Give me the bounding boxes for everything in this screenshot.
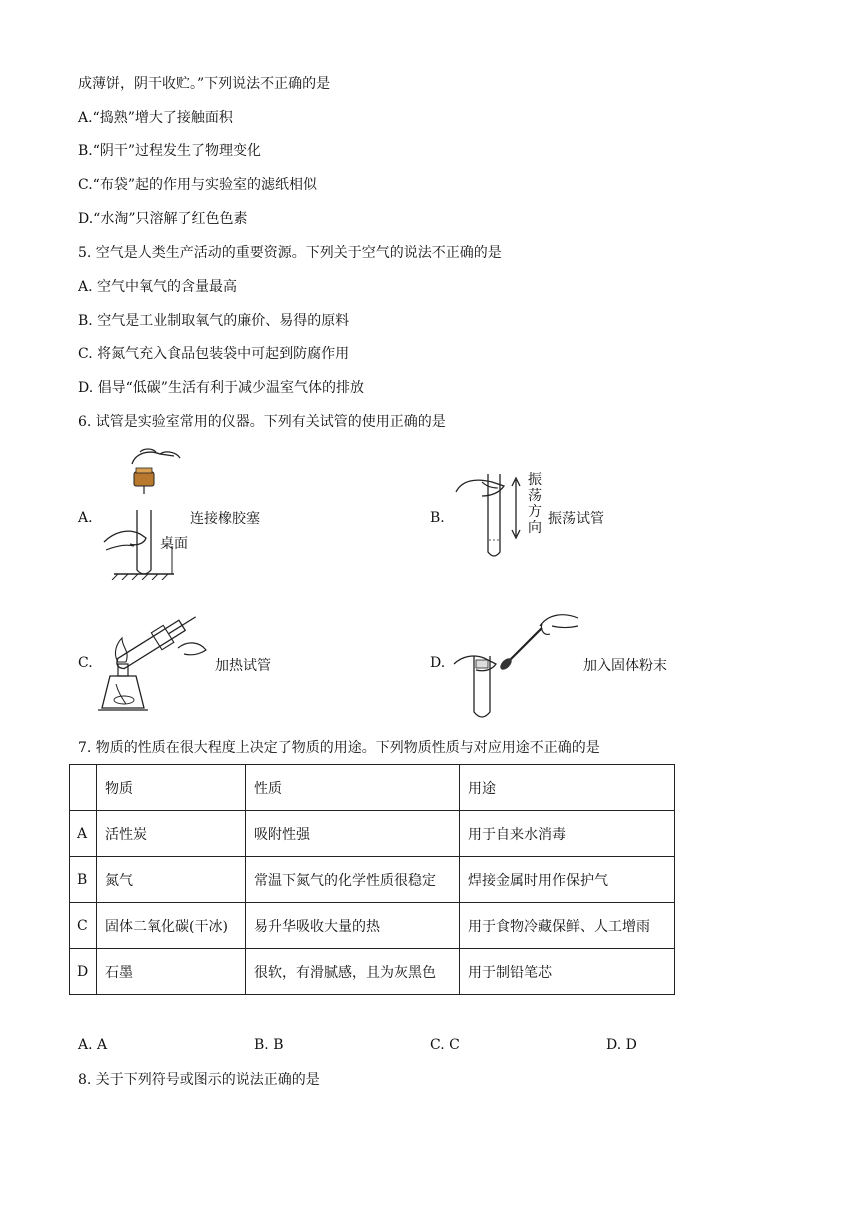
table-row — [70, 949, 675, 995]
table-header-cell: 物质 — [97, 765, 246, 811]
table-cell: C — [70, 903, 97, 949]
table-row — [70, 857, 675, 903]
q5-option-b: B. 空气是工业制取氧气的廉价、易得的原料 — [78, 313, 350, 329]
table-cell: 易升华吸收大量的热 — [246, 903, 460, 949]
table-row — [70, 811, 675, 857]
q6-option-b-caption: 振荡试管 — [548, 511, 604, 527]
heat-tube-figure — [96, 604, 214, 718]
q6-option-c-caption: 加热试管 — [215, 658, 271, 674]
table-cell: 活性炭 — [97, 811, 246, 857]
table-cell: 用于食物冷藏保鲜、人工增雨 — [460, 903, 675, 949]
connect-stopper-figure — [100, 446, 190, 580]
table-cell: 固体二氧化碳(干冰) — [97, 903, 246, 949]
table-cell: 氮气 — [97, 857, 246, 903]
q6-option-a-label: A. — [78, 510, 93, 526]
table-cell: 用于制铅笔芯 — [460, 949, 675, 995]
add-powder-figure — [452, 604, 584, 724]
shake-tube-figure — [452, 470, 522, 562]
q6-option-d-caption: 加入固体粉末 — [583, 658, 667, 674]
shake-direction-label: 振荡方向 — [528, 472, 542, 536]
q5-stem: 5. 空气是人类生产活动的重要资源。下列关于空气的说法不正确的是 — [78, 245, 502, 261]
table-cell: D — [70, 949, 97, 995]
q7-answer-b: B. B — [254, 1037, 284, 1053]
table-header-cell: 性质 — [246, 765, 460, 811]
q5-option-a: A. 空气中氧气的含量最高 — [78, 279, 238, 295]
q6-option-b-label: B. — [430, 510, 445, 526]
table-cell: 用于自来水消毒 — [460, 811, 675, 857]
q4-option-a: A.“捣熟”增大了接触面积 — [78, 110, 233, 126]
q7-stem: 7. 物质的性质在很大程度上决定了物质的用途。下列物质性质与对应用途不正确的是 — [78, 740, 600, 756]
q7-answer-c: C. C — [430, 1037, 460, 1053]
q7-answer-d: D. D — [606, 1037, 637, 1053]
q6-option-a-table-label: 桌面 — [160, 536, 188, 552]
q5-option-c: C. 将氮气充入食品包装袋中可起到防腐作用 — [78, 346, 350, 362]
q4-stem-tail: 成薄饼，阴干收贮。”下列说法不正确的是 — [78, 76, 331, 92]
table-cell: 常温下氮气的化学性质很稳定 — [246, 857, 460, 903]
table-cell: 很软，有滑腻感，且为灰黑色 — [246, 949, 460, 995]
table-cell: 焊接金属时用作保护气 — [460, 857, 675, 903]
table-header-cell — [70, 765, 97, 811]
properties-table — [69, 764, 675, 995]
table-cell: A — [70, 811, 97, 857]
table-cell: 吸附性强 — [246, 811, 460, 857]
q6-option-a-caption: 连接橡胶塞 — [190, 511, 260, 527]
table-header-row — [70, 765, 675, 811]
q4-option-d: D.“水淘”只溶解了红色色素 — [78, 211, 248, 227]
q8-stem: 8. 关于下列符号或图示的说法正确的是 — [78, 1072, 320, 1088]
q6-option-d-label: D. — [430, 655, 446, 671]
q6-stem: 6. 试管是实验室常用的仪器。下列有关试管的使用正确的是 — [78, 414, 446, 430]
table-row — [70, 903, 675, 949]
q4-option-c: C.“布袋”起的作用与实验室的滤纸相似 — [78, 177, 317, 193]
q6-option-c-label: C. — [78, 655, 93, 671]
q7-answer-a: A. A — [78, 1037, 108, 1053]
q4-option-b: B.“阴干”过程发生了物理变化 — [78, 143, 262, 159]
q5-option-d: D. 倡导“低碳”生活有利于减少温室气体的排放 — [78, 380, 364, 396]
table-cell: 石墨 — [97, 949, 246, 995]
table-header-cell: 用途 — [460, 765, 675, 811]
table-cell: B — [70, 857, 97, 903]
